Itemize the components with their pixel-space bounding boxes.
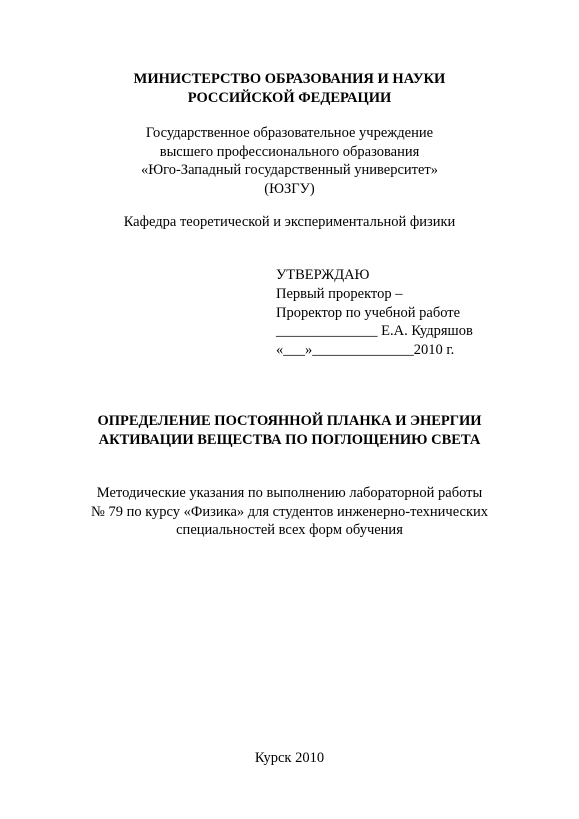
footer-line: Курск 2010	[254, 750, 325, 766]
title-line-1: ОПРЕДЕЛЕНИЕ ПОСТОЯННОЙ ПЛАНКА И ЭНЕРГИИ	[97, 413, 482, 429]
title-line-2: АКТИВАЦИИ ВЕЩЕСТВА ПО ПОГЛОЩЕНИЮ СВЕТА	[98, 431, 481, 448]
institution-line-3: «Юго-Западный государственный университет»	[140, 162, 439, 178]
institution-block	[0, 124, 579, 198]
ministry-line-1: МИНИСТЕРСТВО ОБРАЗОВАНИЯ И НАУКИ	[133, 71, 446, 87]
description-line-3: специальностей всех форм обучения	[176, 522, 403, 538]
ministry-header	[0, 70, 579, 108]
department-name	[0, 213, 579, 232]
description-line-1: Методические указания по выполнению лабораторной работы	[96, 485, 483, 501]
document-description	[0, 484, 579, 540]
department-line: Кафедра теоретической и экспериментальной физики	[123, 214, 456, 230]
approval-position-line-1: Первый проректор –	[276, 285, 403, 302]
place-year-footer	[0, 749, 579, 768]
approval-signature-line: ______________ Е.А. Кудряшов	[276, 323, 473, 340]
description-line-2: № 79 по курсу «Физика» для студентов инженерно-технических	[90, 503, 489, 520]
institution-line-2: высшего профессионального образования	[159, 143, 420, 160]
document-title	[0, 412, 579, 449]
approval-date-line: «___»______________2010 г.	[276, 342, 455, 359]
approval-block	[276, 266, 473, 360]
ministry-line-2: РОССИЙСКОЙ ФЕДЕРАЦИИ	[187, 90, 392, 106]
approval-position-line-2: Проректор по учебной работе	[276, 304, 461, 321]
institution-line-1: Государственное образовательное учреждение	[145, 125, 434, 141]
institution-line-4: (ЮЗГУ)	[264, 180, 315, 197]
approval-heading: УТВЕРЖДАЮ	[276, 267, 370, 283]
